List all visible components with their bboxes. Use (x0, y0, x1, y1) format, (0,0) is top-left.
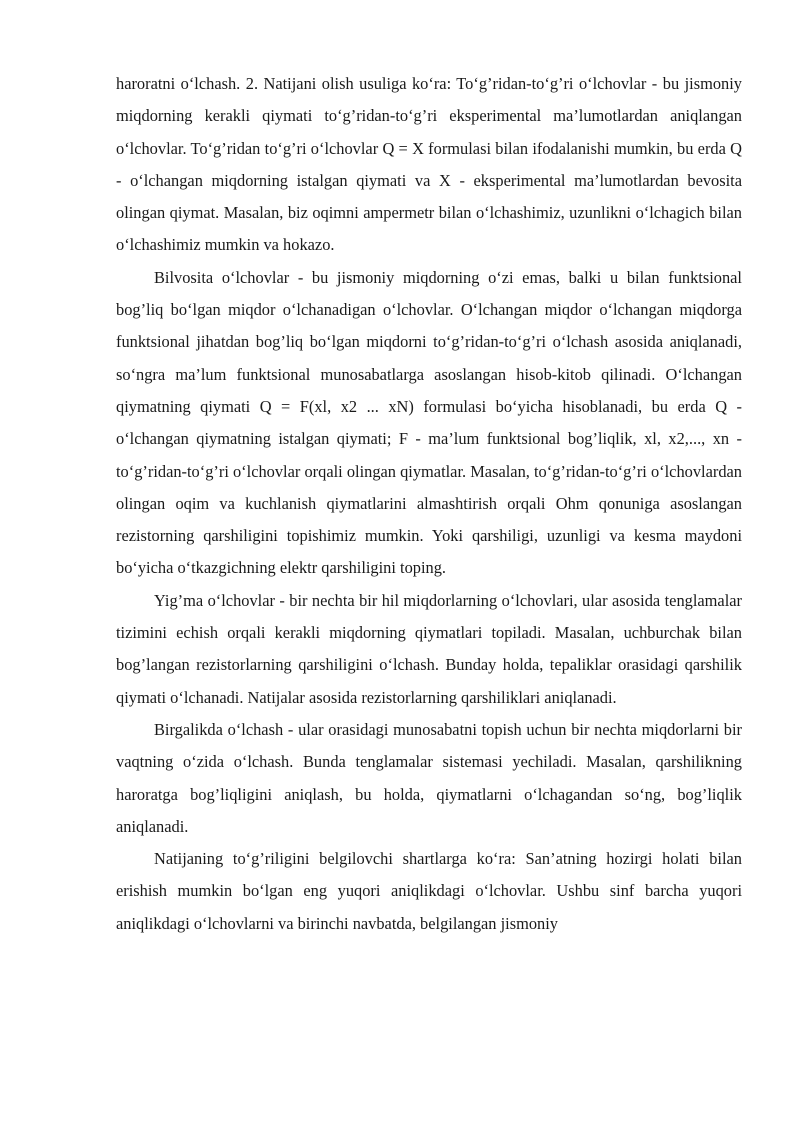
paragraph-indirect-measurements: Bilvosita o‘lchovlar - bu jismoniy miqdorning o‘zi emas, balki u bilan funktsional bog’liq bo‘lgan miqdor o‘lchanadigan o‘lchovlar. O‘lchangan miqdor o‘lchangan miqdorga funktsional jihatdan bog’liq bo‘lgan miqdorni to‘g’ridan-to‘g’ri o‘lchash asosida aniqlanadi, so‘ngra ma’lum funktsional munosabatlarga asoslangan hisob-kitob qilinadi. O‘lchangan qiymatning qiymati Q = F(xl, x2 ... xN) formulasi bo‘yicha hisoblanadi, bu erda Q - o‘lchangan qiymatning istalgan qiymati; F - ma’lum funktsional bog’liqlik, xl, x2,..., xn - to‘g’ridan-to‘g’ri o‘lchovlar orqali olingan qiymatlar. Masalan, to‘g’ridan-to‘g’ri o‘lchovlardan olingan oqim va kuchlanish qiymatlarini almashtirish orqali Ohm qonuniga asoslangan rezistorning qarshiligini topishimiz mumkin. Yoki qarshiligi, uzunligi va kesma maydoni bo‘yicha o‘tkazgichning elektr qarshiligini toping. (116, 267, 742, 578)
document-page (116, 68, 742, 940)
paragraph-cumulative-measurements: Yig’ma o‘lchovlar - bir nechta bir hil miqdorlarning o‘lchovlari, ular asosida tenglamalar tizimini echish orqali kerakli miqdorning qiymatlari topiladi. Masalan, uchburchak bilan bog’langan rezistorlarning qarshiligini o‘lchash. Bunday holda, tepaliklar orasidagi qarshilik qiymati o‘lchanadi. Natijalar asosida rezistorlarning qarshiliklari aniqlanadi. (116, 590, 742, 707)
paragraph-joint-measurements: Birgalikda o‘lchash - ular orasidagi munosabatni topish uchun bir nechta miqdorlarni bir vaqtning o‘zida o‘lchash. Bunda tenglamalar sistemasi yechiladi. Masalan, qarshilikning haroratga bog’liqligini aniqlash, bu holda, qiymatlarni o‘lchagandan so‘ng, bog’liqlik aniqlanadi. (116, 719, 742, 836)
paragraph-direct-measurements: haroratni o‘lchash. 2. Natijani olish usuliga ko‘ra: To‘g’ridan-to‘g’ri o‘lchovlar - bu jismoniy miqdorning kerakli qiymati to‘g’ridan-to‘g’ri eksperimental ma’lumotlardan aniqlangan o‘lchovlar. To‘g’ridan to‘g’ri o‘lchovlar Q = X formulasi bilan ifodalanishi mumkin, bu erda Q - o‘lchangan miqdorning istalgan qiymati va X - eksperimental ma’lumotlardan bevosita olingan qiymat. Masalan, biz oqimni ampermetr bilan o‘lchashimiz, uzunlikni o‘lchagich bilan o‘lchashimiz mumkin va hokazo. (116, 74, 742, 255)
paragraph-accuracy-conditions: Natijaning to‘g’riligini belgilovchi shartlarga ko‘ra: San’atning hozirgi holati bilan erishish mumkin bo‘lgan eng yuqori aniqlikdagi o‘lchovlar. Ushbu sinf barcha yuqori aniqlikdagi o‘lchovlarni va birinchi navbatda, belgilangan jismoniy (116, 849, 742, 933)
